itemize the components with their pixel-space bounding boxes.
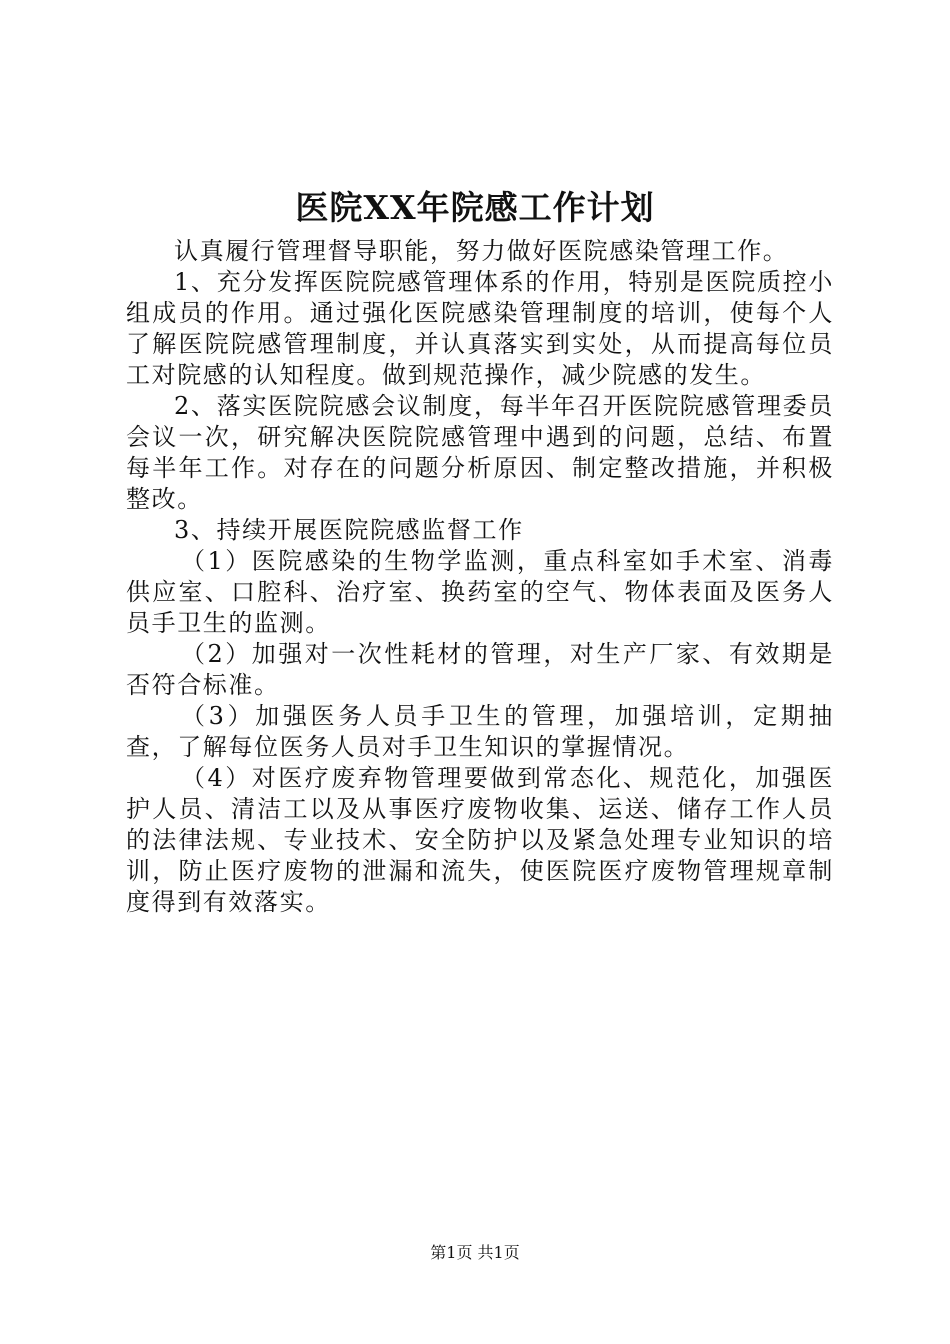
document-title: 医院XX年院感工作计划: [295, 188, 655, 227]
intro-paragraph: 认真履行管理督导职能，努力做好医院感染管理工作。: [174, 237, 789, 265]
subitem-4-paragraph: （4）对医疗废弃物管理要做到常态化、规范化，加强医护人员、清洁工以及从事医疗废物收集、运送、储存工作人员的法律法规、专业技术、安全防护以及紧急处理专业知识的培训，防止医疗废物的泄漏和流失，使医院医疗废物管理规章制度得到有效落实。: [126, 764, 834, 916]
item-1-paragraph: 1、充分发挥医院院感管理体系的作用，特别是医院质控小组成员的作用。通过强化医院感染管理制度的培训，使每个人了解医院院感管理制度，并认真落实到实处，从而提高每位员工对院感的认知程度。做到规范操作，减少院感的发生。: [126, 268, 834, 389]
page-number-footer: 第1页 共1页: [430, 1243, 520, 1262]
subitem-3-paragraph: （3）加强医务人员手卫生的管理，加强培训，定期抽查，了解每位医务人员对手卫生知识的掌握情况。: [126, 702, 834, 761]
document-body: [126, 236, 834, 918]
subitem-1-paragraph: （1）医院感染的生物学监测，重点科室如手术室、消毒供应室、口腔科、治疗室、换药室的空气、物体表面及医务人员手卫生的监测。: [126, 547, 834, 637]
item-2-paragraph: 2、落实医院院感会议制度，每半年召开医院院感管理委员会议一次，研究解决医院院感管理中遇到的问题，总结、布置每半年工作。对存在的问题分析原因、制定整改措施，并积极整改。: [126, 392, 834, 513]
item-3-heading: 3、持续开展医院院感监督工作: [174, 516, 524, 544]
subitem-2-paragraph: （2）加强对一次性耗材的管理，对生产厂家、有效期是否符合标准。: [126, 640, 834, 699]
